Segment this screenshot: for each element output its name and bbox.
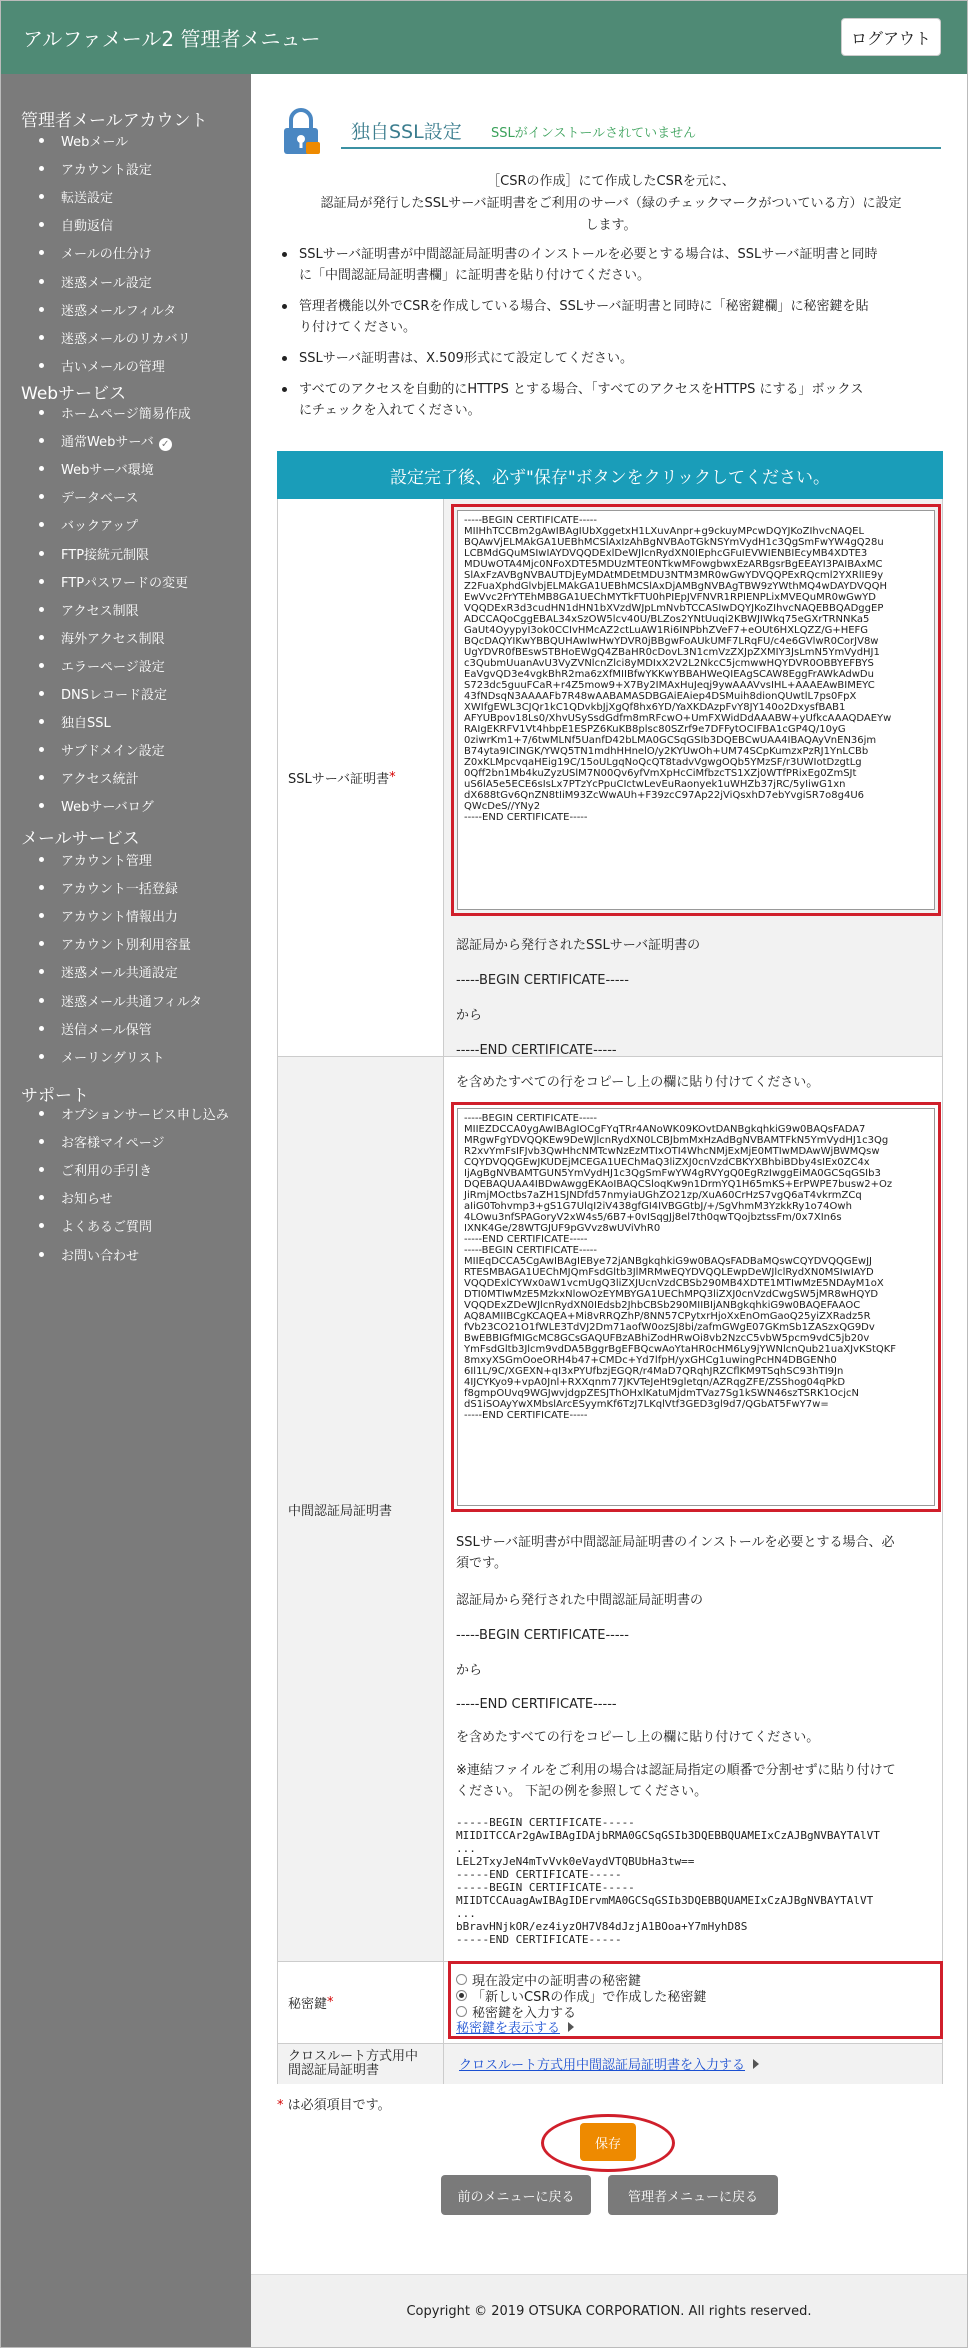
ssl-cert-label: SSLサーバ証明書 *: [278, 499, 444, 1056]
sidebar-item[interactable]: [43, 403, 191, 422]
ssl-cert-note: 認証局から発行されたSSLサーバ証明書の: [456, 938, 701, 953]
sidebar-item-label: データベース: [61, 491, 139, 507]
sidebar-item[interactable]: [43, 187, 113, 206]
sidebar-item-label: メールの仕分け: [61, 247, 152, 263]
show-private-key[interactable]: 秘密鍵を表示する: [456, 2017, 574, 2036]
ssl-cert-note: -----BEGIN CERTIFICATE-----: [456, 973, 629, 988]
intro-line: 認証局が発行したSSLサーバ証明書をご利用のサーバ（緑のチェックマークがついている方）に設定: [320, 196, 902, 211]
logout-button[interactable]: ログアウト: [841, 18, 941, 56]
sidebar-item-label: Webメール: [61, 135, 129, 150]
sidebar-item[interactable]: [43, 1019, 152, 1038]
sidebar-item[interactable]: [43, 906, 178, 925]
sidebar-item-label: エラーページ設定: [61, 659, 165, 675]
sidebar-item-label: Webサーバログ: [61, 800, 154, 816]
sidebar-item[interactable]: [43, 850, 152, 869]
sidebar-item-label: お客様マイページ: [61, 1136, 165, 1152]
sidebar-item-label: アカウント設定: [61, 163, 152, 179]
sidebar-item[interactable]: [43, 768, 139, 787]
sidebar-item[interactable]: [43, 515, 138, 534]
sidebar-item-label: アクセス制限: [61, 603, 139, 619]
cross-root-label: クロスルート方式用中 間認証局証明書: [278, 2044, 444, 2084]
prev-menu-button[interactable]: 前のメニューに戻る: [441, 2175, 591, 2215]
sidebar-item-label: バックアップ: [61, 519, 139, 535]
sidebar-item[interactable]: [43, 1160, 152, 1179]
note-bullet: SSLサーバ証明書は、X.509形式にて設定してください。: [281, 348, 941, 369]
ssl-cert-note: を含めたすべての行をコピーし上の欄に貼り付けてください。: [456, 1075, 820, 1090]
intro-text: [281, 171, 941, 237]
intermediate-note: 認証局から発行された中間認証局証明書の: [456, 1593, 704, 1608]
intermediate-note: ※連結ファイルをご利用の場合は認証局指定の順番で分割せずに貼り付けて: [456, 1763, 896, 1778]
sidebar-item[interactable]: [43, 1245, 139, 1264]
sidebar-item-label: アカウント管理: [61, 854, 152, 869]
sidebar-item[interactable]: [43, 159, 152, 178]
sidebar-item-label: 迷惑メール共通フィルタ: [61, 994, 203, 1010]
sidebar-item[interactable]: [43, 1188, 113, 1207]
app-title: アルファメール2 管理者メニュー: [23, 27, 321, 51]
sidebar-item-label: 送信メール保管: [61, 1022, 152, 1038]
sidebar-item[interactable]: [43, 300, 176, 319]
sidebar-item[interactable]: [43, 1132, 164, 1151]
sidebar-item-label: 迷惑メール設定: [61, 275, 152, 291]
sidebar-heading: サポート: [21, 1086, 89, 1106]
ssl-cert-note: -----END CERTIFICATE-----: [456, 1043, 617, 1058]
sidebar-item[interactable]: [43, 431, 172, 451]
sidebar-item-label: 古いメールの管理: [61, 359, 165, 375]
intermediate-example: -----BEGIN CERTIFICATE----- MIIDITCCAr2gAwIBAgIDAjbRMA0GCSqGSIb3DQEBBQUAMEIxCzAJBgNVBAYTAlVT ... LEL2TxyJeN4mTvVvk0eVaydVTQBUbHa3tw== -----END CERTIFICATE----- -----BEGIN CERTIFICATE----- MIIDTCCAuagAwIBAgIDErvmMA0GCSqGSIb3DQEBBQUAMEIxCzAJBgNVBAYTAlVT ... bBravHNjkOR/ez4iyzOH7V84dJzjA1BOoa+Y7mHyhD8S -----END CERTIFICATE-----: [456, 1816, 880, 1946]
intro-line: します。: [585, 218, 637, 233]
sidebar-item-label: Webサーバ環境: [61, 463, 154, 479]
ssl-cert-textarea[interactable]: -----BEGIN CERTIFICATE----- MIIHhTCCBm2gAwIBAgIUbXggetxH1LXuvAnpr+g9ckuyMPcwDQYJKoZIhvcNAQEL BQAwVjELMAkGA1UEBhMCSlAxIzAhBgNVBAoTGkNSYmVydH1c3QgSmFwYW4gQ28u LCBMdGQuMSIwIAYDVQQDExlDeWJlcnRydXN0IEphcGFuIEVWIENBIEcyMB4XDTE3 MDUwOTA4Mjc0NFoXDTE5MDUzMTE0NTkwMFowgbwxEzARBgsrBgEEAYI3PAIBAxMC SlAxFzAVBgNVBAUTDjEyMDAtMDEtMDU3NTM3MR0wGwYDVQQPExRQcml2YXRlIE9y Z2FuaXphdGlvbjELMAkGA1UEBhMCSlAxDjAMBgNVBAgTBW9zYWthMQ4wDAYDVQQH EwVvc2FrYTEhMB8GA1UEChMYTkFTU0hPIEpJVFNVR1RPIENPLixMVEQuMR0wGwYD VQQDExR3d3cudHN1dHN1bXVzdWJpLmNvbTCCASIwDQYJKoZIhvcNAQEBBQADggEP ADCCAQoCggEBAL34xSzOW5lcv40U/BLZos2YNtUuqi2KBWJIWkq75eGXrTRNNKa5 GaUt4OyypyI3ok0CCIvHMcAZ2ctLuAW1Ri6INPbhZVeF7+eOUt6HXLQZZ/G+HEFG BQcDAQYIKwYBBQUHAwIwHwYDVR0jBBgwFoAUkUMF7LRqFU/c4e6GVlwR0CorJV8w UgYDVR0fBEswSTBHoEWgQ4ZBaHR0cDovL3N1cmVzZXJpZXMIY3JsLmN5YmVydHJ1 c3QubmUuanAvU3VyZVNlcnZlci8yMDIxX2V2L2NkcC5jcmwwHQYDVR0OBBYEFBYS EaVgvQD3e4vgkBhR2ma6zXfMIIBfwYKKwYBBAHWeQIEAgSCAW8EggFrAWkAdwDu S723dc5guuFCaR+r4Z5mow9+X7By2IMAxHuJeqj9ywAAAVvsIHL+AAAEAwBIMEYC 43fNDsqN3AAAAFb7R48wAABAMASDBGAiEAiep4DSMuih8dionQUwtlL7ps0FpX XWIfgEWL3CJQr1kC1QDvkbJjXgQf8hx6YD/YaXKDAzpFvY8JY140o2DxysfBAB1 AFYUBpov18Ls0/XhvUSySsdGdfm8mRFcwO+UmFXWidDdAAABW+yUfkcAAAQDAEYw RAIgEKRFV1Vt4hbpE1ESPZ6KuKB8plsc80SZrf9e7DFFytOCIFBA1cGP4Q/10yG 0ziwrKm1+7/6twMLNf5UanfD42bLMA0GCSqGSIb3DQEBCwUAA4IBAQAyVnEN36jm B74yta9ICINGK/YWQ5TN1mdhHHnelO/y2KYUwOh+UM74SCpKumzxPzRJ1YnLCBb Z0xKLMpcvqaHEig19C/15oULgqNoQcQT8tadvVgwgOQb5YMzSF/r3UWIotDzgtLg 0Qff2bn1Mb4kuZyzUSlM7N00Qv6yfVmXpHcCiMfbzcTS1XZj0WTfPRixEg0ZmSJt uS6lA5e5ECE6sIsLx7PTzYcPpuCIctwLevEuRaonyek1uWHZb37jRC/5yIiwG1xn dX688tGv6QnZN8tIiM93ZcWwAUh+F39zcC97Ap22jViQsxhD7ebYvgiSR7o8g4U6 QWcDeS//YNy2 -----END CERTIFICATE-----: [457, 510, 935, 910]
sidebar-item-label: アカウント情報出力: [61, 910, 178, 926]
check-icon: ✓: [159, 438, 172, 451]
sidebar-item-label: メーリングリスト: [61, 1050, 165, 1066]
sidebar-item-label: サブドメイン設定: [61, 744, 165, 760]
sidebar-item[interactable]: [43, 684, 167, 703]
admin-menu-button[interactable]: 管理者メニューに戻る: [608, 2175, 778, 2215]
sidebar-item-label: お知らせ: [61, 1192, 113, 1208]
sidebar-item[interactable]: [43, 600, 139, 619]
private-key-option-input[interactable]: 秘密鍵を入力する: [456, 2002, 576, 2021]
intermediate-note: -----END CERTIFICATE-----: [456, 1697, 617, 1712]
sidebar-item[interactable]: [43, 796, 154, 815]
triangle-right-icon: [568, 2022, 574, 2032]
sidebar-item[interactable]: [43, 712, 111, 731]
footer: Copyright © 2019 OTSUKA CORPORATION. All rights reserved.: [251, 2274, 967, 2347]
private-key-option-new-csr[interactable]: 「新しいCSRの作成」で作成した秘密鍵: [456, 1986, 706, 2005]
intermediate-cert-textarea[interactable]: -----BEGIN CERTIFICATE----- MIIEZDCCA0ygAwIBAgIOCgFYqTRr4ANoWK09KOvtDANBgkqhkiG9w0BAQsFADA7 MRgwFgYDVQQKEw9DeWJlcnRydXN0LCBJbmMxHzAdBgNVBAMTFkN5YmVydHJ1c3Qg R2xvYmFsIFJvb3QwHhcNMTcwNzEzMTIxOTI4WhcNMjExMjE0MTIwMDAwWjBWMQsw CQYDVQQGEwJKUDEjMCEGA1UEChMaQ3liZXJ0cnVzdCBKYXBhbiBDby4sIEx0ZC4x IjAgBgNVBAMTGUN5YmVydHJ1c3QgSmFwYW4gRVYgQ0EgRzIwggEiMA0GCSqGSIb3 DQEBAQUAA4IBDwAwggEKAoIBAQCSloqKw9n1DrmYQ1H65mKS+ErPWPE7busw2+Oz JiRmjMOctbs7aZH1SJNDfd57nmyiaUGhZO21zp/XuA60CrHzS7vgQ6aT4vkrmZCq aIiG0Tohvmp3+gS1G7UlqI2iV438gfGI4IVBGGtbJ/+/SgVhmM3YzkkRy1o74Owh 4LOwu3nfSPAGoryV2xW4s5/6B7+0vISqgJj8el7th0qwTQojbztssFm/0x7XIn6s IXNK4Ge/28WTGJUF9pGVvz8wUViVhR0 -----END CERTIFICATE----- -----BEGIN CERTIFICATE----- MIIEqDCCA5CgAwIBAgIEBye72jANBgkqhkiG9w0BAQsFADBaMQswCQYDVQQGEwJJ RTESMBAGA1UEChMJQmFsdGltb3JlMRMwEQYDVQQLEwpDeWJlclRydXN0MSIwIAYD VQQDExlCYWx0aW1vcmUgQ3liZXJUcnVzdCBSb290MB4XDTE1MTIwMzE5NDAyM1oX DTI0MTIwMzE5MzkxNlowOzEYMBYGA1UEChMPQ3liZXJ0cnVzdCwgSW5jMR8wHQYD VQQDExZDeWJlcnRydXN0IEdsb2JhbCBSb290MIIBIjANBgkqhkiG9w0BAQEFAAOC AQ8AMIIBCgKCAQEA+Mi8vRRQZhP/8NN57CPytxrHjoXxEnOmGaoQ25yiZXRadz5R fVb23CO21O1fWLE3TdVJ2Dm71aofW0ozSJ8bi/zafmGWgE07GKmSb1ZASzxQG9Dv BwEBBIGfMIGcMC8GCsGAQUFBzABhiZodHRwOi8vb2NzcC5vbW5pcm9vdC5jb20v YmFsdGltb3Jlcm9vdDA5BggrBgEFBQcwAoYtaHR0cHM6Ly9jYWNlcnQub21uaXJvKStQKF 8mxyXSGmOoeORH4b47+CMDc+Yd7lfpH/yxGHCg1uwingPcHN4DBGENh0 6Il1L/9C/XGEXN+qI3xPYUfbzjEGQR/r4MaD7QRqhJRZCflKM9TSqhSC93hTI9Jn 4IJCYKyo9+vpA0Jnl+RXXqnm77JKVTeJeHt9gletqn/AZRqgZFE/ZSShog04qPkD f8gmpOUvq9WGJwvjdgpZESJThOHxlKatuMjdmTVaz7Sg1kSWN46szTSRK1OcjcN dS1iSOAyYwXMbslArcESyymKf6TzJ7LKqlVtf3GED3gl9d7/QGbAT5FwY7w= -----END CERTIFICATE-----: [457, 1108, 935, 1506]
sidebar-item-label: 通常Webサーバ: [61, 435, 154, 451]
save-reminder-banner: 設定完了後、必ず"保存"ボタンをクリックしてください。: [277, 451, 943, 499]
sidebar-item[interactable]: [43, 656, 165, 675]
sidebar-item-label: アカウント一括登録: [61, 882, 178, 898]
sidebar-item[interactable]: [43, 1104, 229, 1123]
sidebar-item-label: よくあるご質問: [61, 1220, 153, 1236]
private-key-label: 秘密鍵 *: [278, 1962, 444, 2043]
sidebar-item[interactable]: [43, 243, 152, 262]
sidebar-item-label: お問い合わせ: [61, 1248, 140, 1264]
intermediate-note: SSLサーバ証明書が中間認証局証明書のインストールを必要とする場合、必: [456, 1535, 895, 1550]
sidebar-item[interactable]: [43, 1047, 164, 1066]
sidebar: [1, 74, 251, 2348]
triangle-right-icon: [753, 2059, 759, 2069]
sidebar-item[interactable]: [43, 328, 191, 347]
sidebar-item-label: 転送設定: [61, 191, 114, 207]
intro-line: ［CSRの作成］にて作成したCSRを元に、: [487, 174, 735, 189]
ssl-status-text: SSLがインストールされていません: [491, 126, 697, 141]
sidebar-heading: Webサービス: [21, 384, 127, 404]
sidebar-item[interactable]: [43, 356, 165, 375]
note-bullet: 管理者機能以外でCSRを作成している場合、SSLサーバ証明書と同時に「秘密鍵欄」に秘密鍵を貼 り付けてください。: [281, 296, 941, 338]
sidebar-item-label: DNSレコード設定: [61, 688, 167, 703]
sidebar-heading: 管理者メールアカウント: [21, 111, 208, 131]
sidebar-item[interactable]: [43, 628, 165, 647]
sidebar-item-label: オプションサービス申し込み: [61, 1108, 229, 1123]
ssl-cert-note: から: [456, 1008, 483, 1023]
cross-root-link[interactable]: クロスルート方式用中間認証局証明書を入力する: [459, 2054, 759, 2073]
sidebar-item-label: ホームページ簡易作成: [61, 407, 191, 422]
intermediate-note: を含めたすべての行をコピーし上の欄に貼り付けてください。: [456, 1730, 820, 1745]
sidebar-item[interactable]: [43, 962, 178, 981]
lock-icon: [282, 106, 320, 156]
sidebar-item-label: アクセス統計: [61, 772, 139, 788]
required-note: * は必須項目です。: [277, 2098, 391, 2113]
sidebar-item-label: 独自SSL: [61, 716, 111, 732]
sidebar-item-label: 迷惑メールのリカバリ: [61, 331, 191, 347]
sidebar-item-label: 海外アクセス制限: [61, 631, 165, 647]
sidebar-item[interactable]: [43, 572, 188, 591]
note-bullet: SSLサーバ証明書が中間認証局証明書のインストールを必要とする場合は、SSLサーバ証明書と同時 に「中間認証局証明書欄」に証明書を貼り付けてください。: [281, 244, 941, 286]
sidebar-item[interactable]: [43, 544, 149, 563]
sidebar-item[interactable]: [43, 487, 138, 506]
private-key-option-current[interactable]: 現在設定中の証明書の秘密鍵: [456, 1970, 641, 1989]
sidebar-item-label: FTP接続元制限: [61, 547, 150, 563]
sidebar-item[interactable]: [43, 272, 152, 291]
sidebar-item-label: ご利用の手引き: [61, 1164, 153, 1180]
intermediate-note: 須です。: [456, 1556, 507, 1571]
sidebar-item-label: 迷惑メールフィルタ: [61, 303, 177, 319]
sidebar-item-label: FTPパスワードの変更: [61, 575, 189, 591]
sidebar-item[interactable]: [43, 459, 154, 478]
sidebar-item[interactable]: [43, 991, 202, 1010]
sidebar-item[interactable]: [43, 740, 165, 759]
sidebar-item[interactable]: [43, 131, 128, 150]
title-underline: [341, 147, 941, 149]
sidebar-item[interactable]: [43, 878, 178, 897]
sidebar-item-label: 迷惑メール共通設定: [61, 966, 178, 982]
save-button[interactable]: 保存: [580, 2123, 636, 2161]
intermediate-note: から: [456, 1663, 483, 1678]
sidebar-item[interactable]: [43, 215, 113, 234]
sidebar-item[interactable]: [43, 934, 191, 953]
sidebar-item[interactable]: [43, 1216, 152, 1235]
sidebar-item-label: 自動返信: [61, 219, 114, 235]
intermediate-cert-label: 中間認証局証明書: [278, 1057, 444, 1961]
intermediate-note: -----BEGIN CERTIFICATE-----: [456, 1628, 629, 1643]
sidebar-item-label: アカウント別利用容量: [61, 938, 191, 954]
note-bullet: すべてのアクセスを自動的にHTTPS とする場合、「すべてのアクセスをHTTPS にする」ボックス にチェックを入れてください。: [281, 379, 941, 421]
page-title: 独自SSL設定: [351, 121, 462, 143]
intermediate-note: ください。 下記の例を参照してください。: [456, 1784, 708, 1799]
app-header: [1, 1, 967, 74]
sidebar-heading: メールサービス: [21, 829, 140, 849]
